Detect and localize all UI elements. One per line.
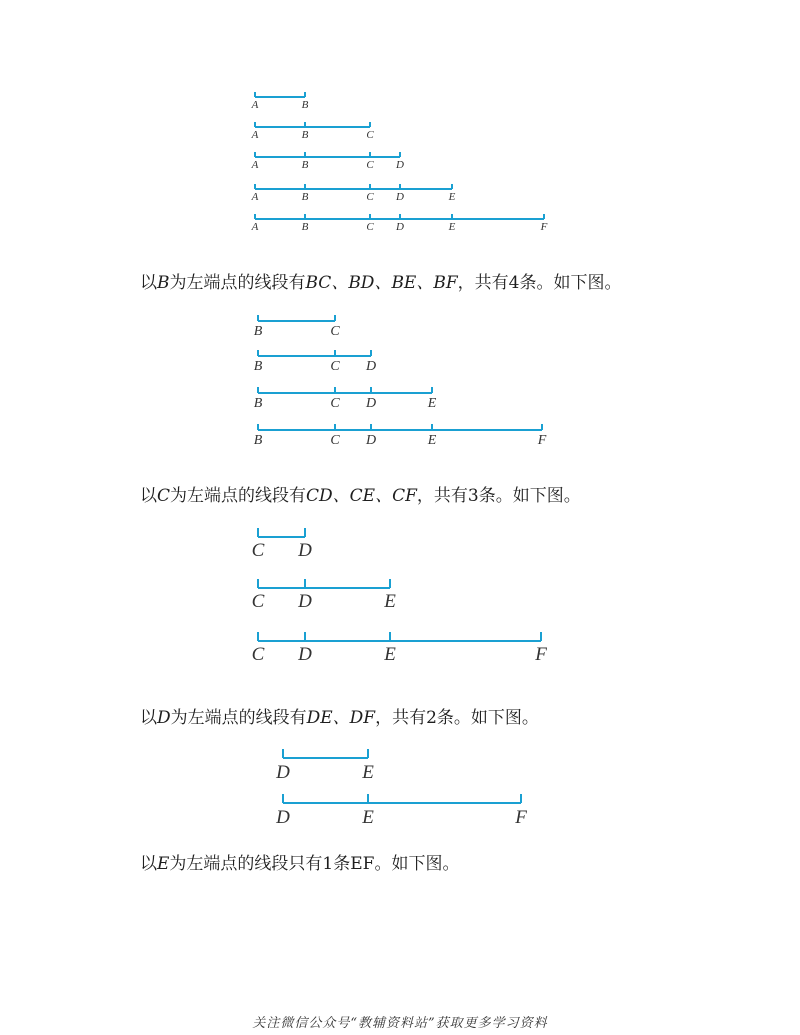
- point-label: E: [362, 807, 374, 828]
- point-label: D: [365, 359, 377, 374]
- point-label: D: [396, 221, 404, 233]
- point-label: E: [448, 221, 456, 233]
- point-label: D: [365, 396, 377, 411]
- point-label: C: [330, 359, 340, 374]
- point-label: F: [515, 807, 527, 828]
- paragraph-c-segments: 以C为左端点的线段有CD、CE、CF，共有3条。如下图。: [140, 486, 581, 506]
- point-label: E: [427, 433, 437, 448]
- point-label: E: [384, 644, 396, 665]
- point-label: C: [366, 129, 374, 141]
- diagram-2: [254, 315, 547, 448]
- point-label: B: [301, 129, 309, 141]
- point-label: B: [253, 324, 263, 339]
- point-label: A: [251, 99, 259, 111]
- point-label: E: [427, 396, 437, 411]
- point-label: D: [396, 191, 404, 203]
- point-label: A: [251, 159, 259, 171]
- point-label: D: [276, 807, 290, 828]
- point-label: C: [330, 433, 340, 448]
- point-label: D: [396, 159, 404, 171]
- point-label: C: [251, 644, 265, 665]
- point-label: A: [251, 129, 259, 141]
- point-label: E: [384, 591, 396, 612]
- point-label: B: [253, 396, 263, 411]
- point-label: B: [301, 191, 309, 203]
- point-label: D: [365, 433, 377, 448]
- point-label: C: [366, 221, 374, 233]
- point-label: F: [535, 644, 547, 665]
- diagram-4: [275, 749, 527, 828]
- point-label: B: [301, 99, 309, 111]
- point-label: C: [366, 159, 374, 171]
- paragraph-e-segments: 以E为左端点的线段只有1条EF。如下图。: [140, 854, 460, 874]
- footer-note: 关注微信公众号“教辅资料站”获取更多学习资料: [252, 1016, 548, 1031]
- point-label: D: [298, 540, 312, 561]
- paragraph-d-segments: 以D为左端点的线段有DE、DF，共有2条。如下图。: [140, 708, 539, 728]
- point-label: D: [298, 591, 312, 612]
- point-label: B: [253, 433, 263, 448]
- point-label: C: [330, 396, 340, 411]
- point-label: D: [276, 762, 290, 783]
- point-label: C: [366, 191, 374, 203]
- paragraph-b-segments: 以B为左端点的线段有BC、BD、BE、BF，共有4条。如下图。: [140, 273, 622, 293]
- point-label: C: [251, 540, 265, 561]
- point-label: B: [253, 359, 263, 374]
- point-label: A: [251, 191, 259, 203]
- point-label: D: [298, 644, 312, 665]
- point-label: B: [301, 221, 309, 233]
- diagram-1: [251, 92, 548, 233]
- point-label: A: [251, 221, 259, 233]
- point-label: E: [362, 762, 374, 783]
- diagram-3: [252, 528, 548, 665]
- point-label: F: [540, 221, 548, 233]
- point-label: F: [537, 433, 547, 448]
- point-label: E: [448, 191, 456, 203]
- point-label: C: [330, 324, 340, 339]
- point-label: B: [301, 159, 309, 171]
- point-label: C: [251, 591, 265, 612]
